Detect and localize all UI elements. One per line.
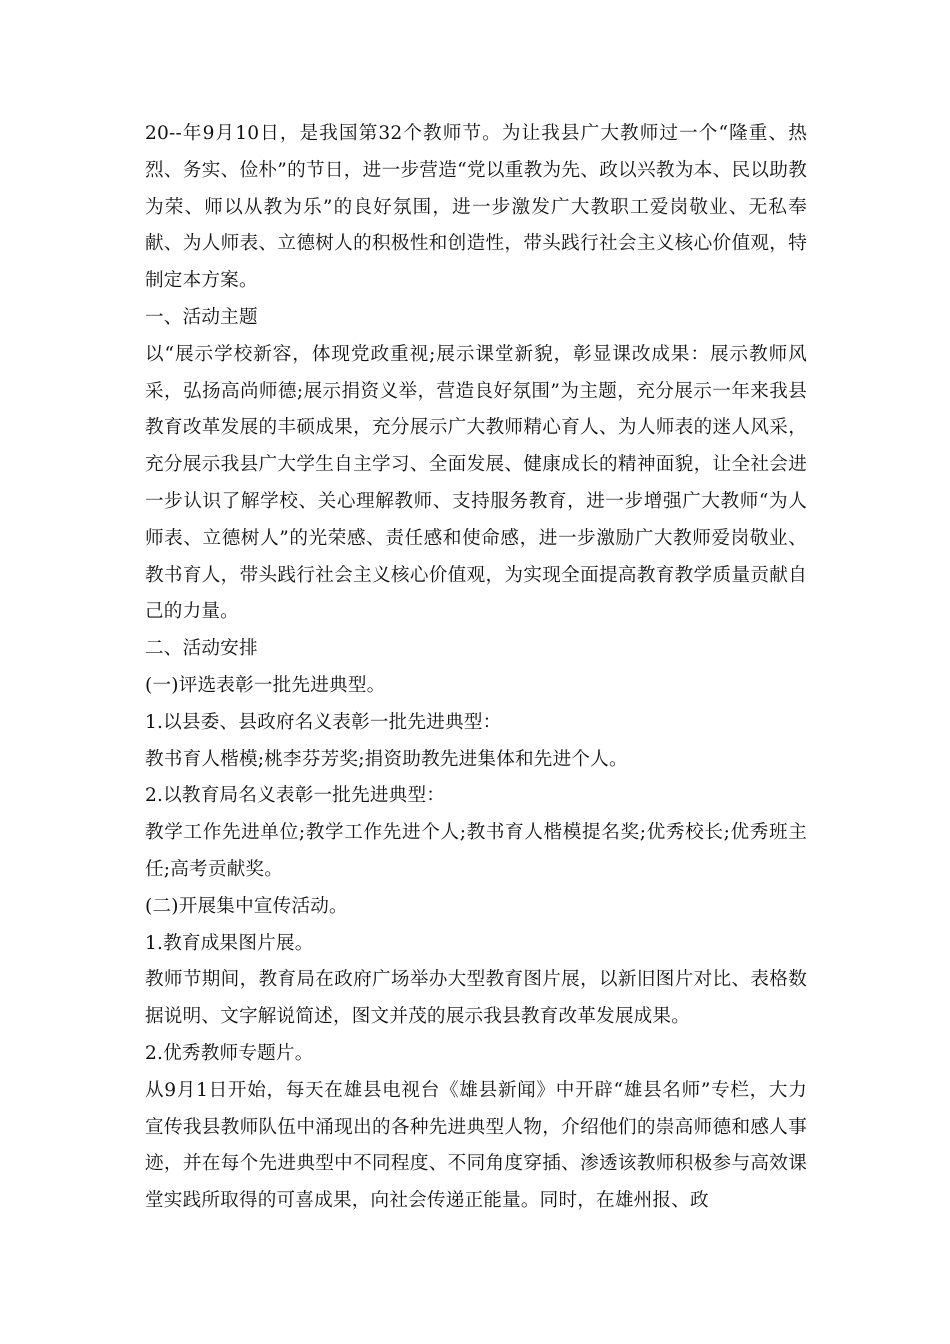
section-heading-arrangement: 二、活动安排 [145,638,258,660]
bureau-awards-list: 教学工作先进单位;教学工作先进个人;教书育人楷模提名奖;优秀校长;优秀班主任;高考贡献奖。 [145,822,807,880]
photo-exhibition-paragraph: 教师节期间，教育局在政府广场举办大型教育图片展，以新旧图片对比、表格数据说明、文字解说简述，图文并茂的展示我县教育改革发展成果。 [145,969,807,1028]
item-photo-exhibition: 1.教育成果图片展。 [145,932,314,954]
county-awards-list: 教书育人楷模;桃李芬芳奖;捐资助教先进集体和先进个人。 [145,748,628,770]
subheading-commendation: (一)评选表彰一批先进典型。 [145,674,386,696]
theme-paragraph: 以“展示学校新容，体现党政重视;展示课堂新貌，彰显课改成果：展示教师风采，弘扬高尚师德;展示捐资义举，营造良好氛围”为主题，充分展示一年来我县教育改革发展的丰硕成果，充分展示广大教师精心育人、为人师表的迷人风采，充分展示我县广大学生自主学习、全面发展、健康成长的精神面貌，让全社会进一步认识了解学校、关心理解教师、支持服务教育，进一步增强广大教师“为人师表、立德树人”的光荣感、责任感和使命感，进一步激励广大教师爱岗敬业、教书育人，带头践行社会主义核心价值观，为实现全面提高教育教学质量贡献自己的力量。 [145,343,807,623]
teacher-feature-paragraph: 从9月1日开始，每天在雄县电视台《雄县新闻》中开辟“雄县名师”专栏，大力宣传我县教师队伍中涌现出的各种先进典型人物，介绍他们的崇高师德和感人事迹，并在每个先进典型中不同程度、不同角度穿插、渗透该教师积极参与高效课堂实践所取得的可喜成果，向社会传递正能量。同时，在雄州报、政 [145,1079,807,1212]
subheading-publicity: (二)开展集中宣传活动。 [145,895,348,917]
document-body [145,116,807,1220]
section-heading-theme: 一、活动主题 [145,306,258,328]
item-teacher-feature: 2.优秀教师专题片。 [145,1042,314,1064]
item-bureau-commendation: 2.以教育局名义表彰一批先进典型： [145,785,446,807]
item-county-commendation: 1.以县委、县政府名义表彰一批先进典型： [145,711,502,733]
intro-paragraph: 20--年9月10日，是我国第32个教师节。为让我县广大教师过一个“隆重、热烈、务实、俭朴”的节日，进一步营造“党以重教为先、政以兴教为本、民以助教为荣、师以从教为乐”的良好氛围，进一步激发广大教职工爱岗敬业、无私奉献、为人师表、立德树人的积极性和创造性，带头践行社会主义核心价值观，特制定本方案。 [145,123,807,292]
